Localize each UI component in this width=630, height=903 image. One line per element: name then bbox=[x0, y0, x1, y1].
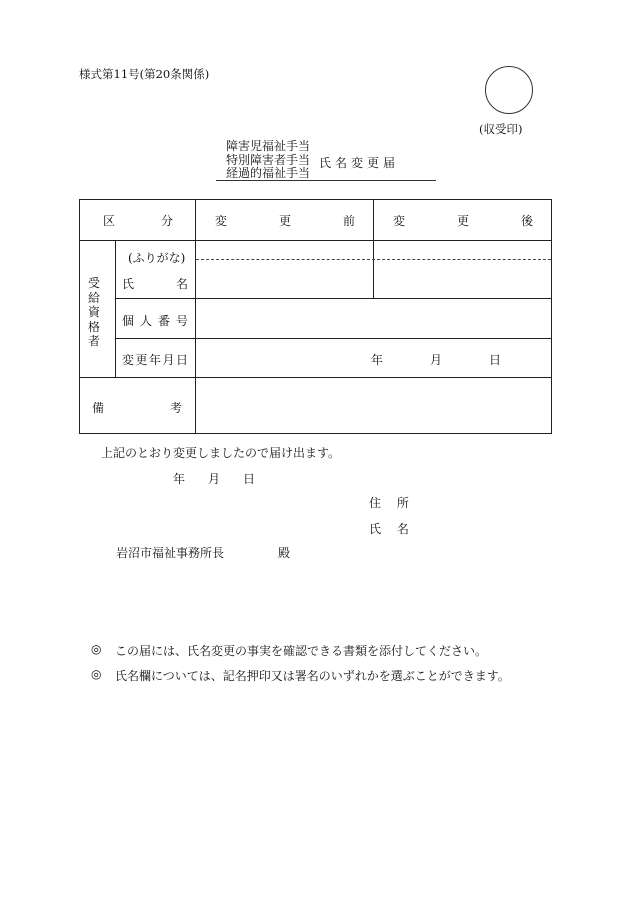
name-label-char: 名 bbox=[175, 277, 188, 291]
my-number-label bbox=[122, 312, 188, 329]
after-change-header-char: 更 bbox=[456, 214, 469, 228]
document-title: 氏名変更届 bbox=[319, 156, 400, 170]
table-line bbox=[79, 377, 552, 378]
change-date-label-char: 日 bbox=[175, 353, 188, 367]
category-header-char: 区 bbox=[103, 214, 116, 228]
honorific: 殿 bbox=[278, 546, 291, 560]
change-date-label-char: 月 bbox=[162, 353, 175, 367]
remarks-label-char: 備 bbox=[92, 401, 105, 415]
table-line bbox=[551, 199, 552, 434]
applicant-name-label: 氏 名 bbox=[369, 522, 415, 536]
before-change-header-char: 変 bbox=[215, 214, 228, 228]
my-number-label-char: 個 bbox=[122, 314, 135, 328]
note-mark: ◎ bbox=[91, 667, 102, 681]
receipt-stamp-label: (収受印) bbox=[479, 122, 523, 136]
allowance-type: 特別障害者手当 bbox=[226, 152, 311, 167]
submission-day: 日 bbox=[243, 472, 256, 486]
after-change-header bbox=[393, 212, 533, 229]
name-label bbox=[122, 275, 188, 292]
table-line bbox=[79, 240, 552, 241]
before-change-header bbox=[215, 212, 355, 229]
note-signature: 氏名欄については、記名押印又は署名のいずれかを選ぶことができます。 bbox=[115, 669, 510, 683]
change-date-label-char: 更 bbox=[135, 353, 148, 367]
allowance-types bbox=[226, 140, 310, 181]
furigana-label: (ふりがな) bbox=[128, 251, 186, 265]
title-underline bbox=[216, 180, 436, 181]
change-date-label bbox=[122, 351, 188, 368]
change-date-label-char: 年 bbox=[148, 353, 161, 367]
change-date-day: 日 bbox=[489, 353, 502, 367]
change-date-year: 年 bbox=[371, 353, 384, 367]
address-label: 住 所 bbox=[369, 496, 415, 510]
submission-month: 月 bbox=[208, 472, 221, 486]
change-date-label-char: 変 bbox=[122, 353, 135, 367]
table-line bbox=[115, 240, 116, 377]
table-line bbox=[79, 199, 552, 200]
before-change-header-char: 前 bbox=[342, 214, 355, 228]
allowance-type: 経過的福祉手当 bbox=[226, 166, 311, 180]
table-line bbox=[195, 199, 196, 434]
table-line bbox=[373, 199, 374, 298]
remarks-label-char: 考 bbox=[169, 401, 182, 415]
after-change-header-char: 後 bbox=[520, 214, 533, 228]
receipt-stamp-circle bbox=[485, 66, 533, 114]
recipient-label: 受給資格者 bbox=[88, 276, 101, 348]
after-change-header-char: 変 bbox=[393, 214, 406, 228]
category-header-char: 分 bbox=[160, 214, 173, 228]
before-change-header-char: 更 bbox=[278, 214, 291, 228]
form-number: 様式第11号(第20条関係) bbox=[79, 67, 210, 81]
note-attachment: この届には、氏名変更の事実を確認できる書類を添付してください。 bbox=[115, 644, 488, 658]
submission-year: 年 bbox=[173, 472, 186, 486]
change-date-month: 月 bbox=[430, 353, 443, 367]
name-label-char: 氏 bbox=[122, 277, 135, 291]
allowance-type: 障害児福祉手当 bbox=[226, 139, 311, 153]
table-line bbox=[79, 199, 80, 434]
furigana-separator bbox=[196, 259, 551, 260]
table-line bbox=[115, 338, 552, 339]
my-number-label-char: 番 bbox=[157, 314, 170, 328]
declaration-text: 上記のとおり変更しましたので届け出ます。 bbox=[101, 446, 341, 460]
category-header bbox=[103, 212, 173, 229]
my-number-label-char: 人 bbox=[139, 314, 152, 328]
my-number-label-char: 号 bbox=[175, 314, 188, 328]
note-mark: ◎ bbox=[91, 642, 102, 656]
table-line bbox=[115, 298, 552, 299]
addressee: 岩沼市福祉事務所長 bbox=[116, 546, 225, 560]
remarks-label bbox=[92, 399, 182, 416]
table-line bbox=[79, 433, 552, 434]
